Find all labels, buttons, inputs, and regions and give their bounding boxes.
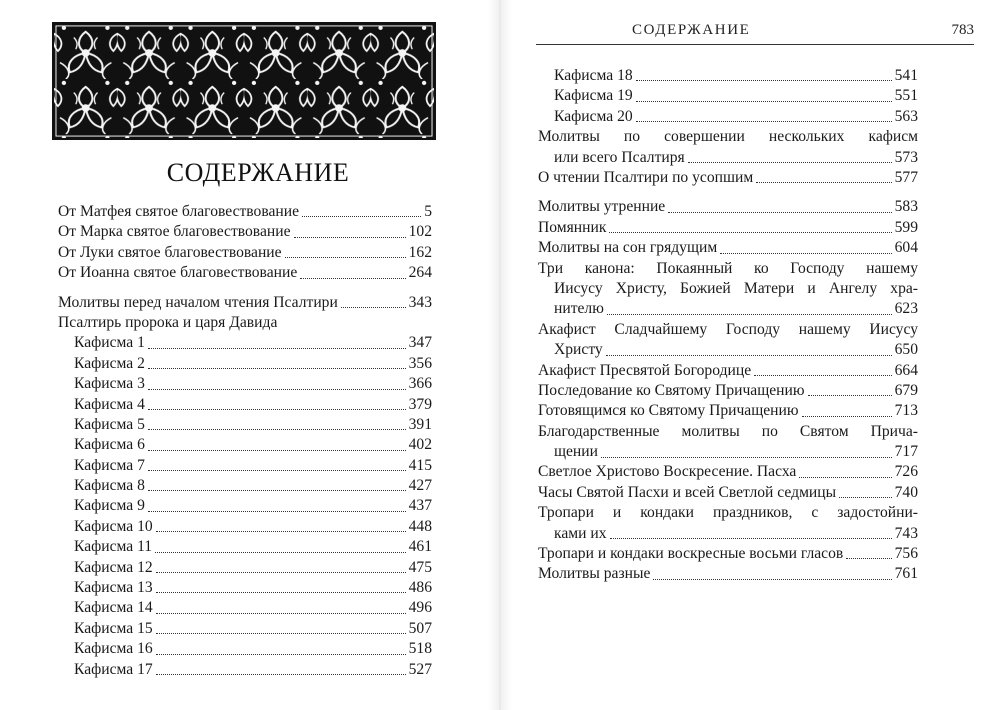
- toc-entry-page: 664: [894, 361, 918, 379]
- toc-list-left: [58, 202, 432, 680]
- dot-leader: [156, 531, 406, 532]
- toc-entry-multiline[interactable]: [538, 320, 918, 361]
- toc-entry-label: Кафисма 14: [74, 599, 153, 617]
- toc-entry-page: 486: [408, 579, 432, 597]
- dot-leader: [148, 348, 406, 349]
- dot-leader: [155, 552, 406, 553]
- toc-entry-page: 551: [894, 87, 918, 105]
- toc-entry-label: ками их: [554, 524, 607, 542]
- toc-entry-page: 599: [894, 218, 918, 236]
- toc-entry-page: 563: [894, 107, 918, 125]
- toc-entry-last-line: [538, 148, 918, 168]
- dot-leader: [156, 674, 406, 675]
- dot-leader: [610, 538, 892, 539]
- toc-entry-label: нителю: [554, 300, 604, 318]
- toc-entry-label: Кафисма 13: [74, 579, 153, 597]
- toc-entry-page: 379: [408, 395, 432, 413]
- dot-leader: [148, 409, 406, 410]
- toc-entry-page: 5: [424, 202, 432, 220]
- dot-leader: [341, 307, 406, 308]
- toc-entry-page: 717: [894, 443, 918, 461]
- toc-entry-label: От Марка святое благовествование: [58, 223, 291, 241]
- toc-entry-label: Кафисма 17: [74, 660, 153, 678]
- dot-leader: [302, 216, 421, 217]
- toc-entry-label: Кафисма 4: [74, 395, 145, 413]
- toc-entry-page: 475: [408, 558, 432, 576]
- toc-entry-last-line: [538, 340, 918, 360]
- toc-entry-label: Псалтирь пророка и царя Давида: [58, 313, 278, 331]
- dot-leader: [636, 121, 892, 122]
- toc-entry[interactable]: [58, 395, 432, 415]
- toc-entry-line: Акафист Сладчайшему Господу нашему Иисусу: [538, 320, 918, 338]
- toc-entry-label: Кафисма 7: [74, 456, 145, 474]
- toc-entry-page: 366: [408, 375, 432, 393]
- header-rule: [536, 44, 974, 45]
- toc-entry-page: 437: [408, 497, 432, 515]
- toc-entry-page: 623: [894, 300, 918, 318]
- toc-entry-last-line: [538, 524, 918, 544]
- toc-entry-label: Часы Святой Пасхи и всей Светлой седмицы: [538, 483, 837, 501]
- toc-entry[interactable]: [538, 66, 918, 86]
- toc-entry-page: 427: [408, 477, 432, 495]
- toc-entry[interactable]: [58, 435, 432, 455]
- toc-entry-line: Благодарственные молитвы по Святом Прича-: [538, 422, 918, 440]
- toc-entry-label: Молитвы разные: [538, 565, 651, 583]
- toc-entry-page: 391: [408, 415, 432, 433]
- toc-entry-label: От Иоанна святое благовествование: [58, 264, 298, 282]
- toc-entry-page: 713: [894, 402, 918, 420]
- toc-entry-line: Три канона: Покаянный ко Господу нашему: [538, 259, 918, 277]
- dot-leader: [720, 253, 891, 254]
- toc-entry[interactable]: [58, 354, 432, 374]
- dot-leader: [808, 395, 892, 396]
- toc-list-right: [538, 66, 918, 585]
- dot-leader: [148, 450, 406, 451]
- toc-entry[interactable]: [58, 496, 432, 516]
- toc-entry-label: От Луки святое благовествование: [58, 243, 282, 261]
- toc-entry[interactable]: [58, 476, 432, 496]
- toc-entry-page: 577: [894, 168, 918, 186]
- dot-leader: [653, 579, 891, 580]
- toc-entry-label: или всего Псалтиря: [554, 148, 685, 166]
- dot-leader: [156, 613, 406, 614]
- toc-entry-page: 496: [408, 599, 432, 617]
- dot-leader: [294, 237, 406, 238]
- toc-entry-multiline[interactable]: [538, 503, 918, 544]
- toc-entry-multiline[interactable]: [538, 422, 918, 463]
- toc-entry-label: Кафисма 15: [74, 619, 153, 637]
- dot-leader: [148, 490, 406, 491]
- toc-entry-page: 583: [894, 198, 918, 216]
- toc-entry[interactable]: [538, 361, 918, 381]
- dot-leader: [668, 212, 891, 213]
- toc-entry-page: 756: [894, 545, 918, 563]
- dot-leader: [609, 232, 891, 233]
- floral-ornament-icon: [54, 24, 434, 138]
- toc-entry-page: 541: [894, 66, 918, 84]
- toc-entry-last-line: [538, 299, 918, 319]
- toc-entry-page: 264: [408, 264, 432, 282]
- toc-title: СОДЕРЖАНИЕ: [166, 158, 350, 187]
- dot-leader: [802, 416, 892, 417]
- toc-entry-label: Кафисма 11: [74, 538, 153, 556]
- toc-entry-page: 461: [408, 538, 432, 556]
- toc-entry-line: Молитвы по совершении нескольких кафисм: [538, 128, 918, 146]
- toc-entry[interactable]: [538, 463, 918, 483]
- dot-leader: [636, 80, 892, 81]
- dot-leader: [148, 511, 406, 512]
- dot-leader: [799, 477, 891, 478]
- toc-entry-label: Кафисма 12: [74, 558, 153, 576]
- dot-leader: [601, 457, 892, 458]
- toc-section-heading[interactable]: [58, 313, 432, 333]
- toc-entry-page: 679: [894, 381, 918, 399]
- toc-entry-line: Иисусу Христу, Божией Матери и Ангелу хра-: [554, 279, 918, 297]
- dot-leader: [156, 592, 406, 593]
- toc-entry-label: Кафисма 20: [554, 107, 633, 125]
- toc-entry-label: Кафисма 19: [554, 87, 633, 105]
- toc-entry-line: Тропари и кондаки праздников, с задостойни-: [538, 504, 918, 522]
- toc-entry-page: 573: [894, 148, 918, 166]
- toc-entry-label: Кафисма 6: [74, 436, 145, 454]
- toc-entry[interactable]: [58, 333, 432, 353]
- toc-entry[interactable]: [58, 517, 432, 537]
- running-head: СОДЕРЖАНИЕ: [632, 22, 751, 38]
- toc-entry-label: Молитвы утренние: [538, 198, 666, 216]
- toc-entry[interactable]: [538, 197, 918, 217]
- toc-entry-last-line: [538, 442, 918, 462]
- toc-entry[interactable]: [538, 86, 918, 106]
- dot-leader: [148, 470, 406, 471]
- dot-leader: [156, 654, 406, 655]
- toc-entry-label: Помянник: [538, 218, 607, 236]
- toc-entry-label: Кафисма 5: [74, 415, 145, 433]
- book-gutter: [488, 0, 512, 710]
- toc-entry-page: 402: [408, 436, 432, 454]
- toc-entry-label: Последование ко Святому Причащению: [538, 381, 805, 399]
- left-page: [0, 0, 488, 710]
- dot-leader: [606, 355, 892, 356]
- toc-entry[interactable]: [538, 238, 918, 258]
- toc-entry-label: Акафист Пресвятой Богородице: [538, 361, 752, 379]
- toc-entry[interactable]: [58, 374, 432, 394]
- dot-leader: [148, 389, 406, 390]
- toc-entry-page: 743: [894, 524, 918, 542]
- dot-leader: [300, 278, 405, 279]
- toc-entry[interactable]: [58, 243, 432, 263]
- toc-entry[interactable]: [58, 660, 432, 680]
- toc-entry-label: О чтении Псалтири по усопшим: [538, 168, 754, 186]
- toc-entry[interactable]: [58, 222, 432, 242]
- toc-entry-label: Кафисма 2: [74, 354, 145, 372]
- toc-entry-label: Тропари и кондаки воскресные восьми гласов: [538, 545, 844, 563]
- toc-entry[interactable]: [58, 537, 432, 557]
- toc-entry[interactable]: [538, 564, 918, 584]
- dot-leader: [754, 375, 891, 376]
- toc-entry-page: 518: [408, 640, 432, 658]
- toc-entry[interactable]: [538, 218, 918, 238]
- toc-entry-label: Христу: [554, 341, 603, 359]
- dot-leader: [839, 497, 892, 498]
- toc-entry-page: 726: [894, 463, 918, 481]
- toc-entry-multiline[interactable]: [538, 127, 918, 168]
- toc-entry-page: 604: [894, 239, 918, 257]
- toc-entry[interactable]: [58, 578, 432, 598]
- toc-entry-page: 162: [408, 243, 432, 261]
- toc-entry-page: 448: [408, 517, 432, 535]
- dot-leader: [285, 257, 406, 258]
- toc-entry-label: Кафисма 18: [554, 66, 633, 84]
- toc-entry[interactable]: [58, 619, 432, 639]
- dot-leader: [607, 314, 892, 315]
- toc-entry[interactable]: [538, 381, 918, 401]
- toc-entry-page: 102: [408, 223, 432, 241]
- toc-entry[interactable]: [538, 401, 918, 421]
- toc-entry-label: Кафисма 3: [74, 375, 145, 393]
- toc-entry-label: Светлое Христово Воскресение. Пасха: [538, 463, 797, 481]
- toc-entry-label: Кафисма 8: [74, 477, 145, 495]
- dot-leader: [156, 633, 406, 634]
- dot-leader: [148, 368, 406, 369]
- toc-entry-label: Кафисма 1: [74, 334, 145, 352]
- toc-entry-label: Молитвы перед началом чтения Псалтири: [58, 293, 338, 311]
- dot-leader: [636, 101, 892, 102]
- toc-entry-label: Кафисма 10: [74, 517, 153, 535]
- dot-leader: [846, 558, 891, 559]
- toc-entry-page: 507: [408, 619, 432, 637]
- dot-leader: [688, 162, 892, 163]
- toc-entry[interactable]: [538, 168, 918, 188]
- toc-entry-label: Готовящимся ко Святому Причащению: [538, 402, 799, 420]
- toc-entry-page: 761: [894, 565, 918, 583]
- toc-entry[interactable]: [538, 483, 918, 503]
- toc-entry-label: щении: [554, 443, 598, 461]
- toc-entry-label: От Матфея святое благовествование: [58, 202, 300, 220]
- toc-entry[interactable]: [58, 456, 432, 476]
- dot-leader: [148, 429, 406, 430]
- right-page: [512, 0, 1000, 710]
- toc-entry[interactable]: [58, 639, 432, 659]
- dot-leader: [156, 572, 406, 573]
- toc-entry-page: 740: [894, 483, 918, 501]
- toc-entry-multiline[interactable]: [538, 259, 918, 320]
- toc-entry-page: 650: [894, 341, 918, 359]
- toc-entry-page: 415: [408, 456, 432, 474]
- dot-leader: [756, 182, 891, 183]
- toc-entry[interactable]: [58, 558, 432, 578]
- decorative-headpiece: [52, 22, 436, 140]
- toc-entry-label: Кафисма 16: [74, 640, 153, 658]
- toc-entry-page: 356: [408, 354, 432, 372]
- toc-entry[interactable]: [58, 202, 432, 222]
- toc-entry[interactable]: [58, 598, 432, 618]
- toc-entry[interactable]: [58, 263, 432, 283]
- toc-entry-label: Кафисма 9: [74, 497, 145, 515]
- toc-entry[interactable]: [538, 107, 918, 127]
- toc-entry-page: 343: [408, 293, 432, 311]
- toc-entry[interactable]: [538, 544, 918, 564]
- toc-entry-page: 527: [408, 660, 432, 678]
- toc-entry-page: 347: [408, 334, 432, 352]
- toc-entry-label: Молитвы на сон грядущим: [538, 239, 718, 257]
- toc-entry[interactable]: [58, 293, 432, 313]
- toc-entry[interactable]: [58, 415, 432, 435]
- page-number: 783: [951, 22, 974, 38]
